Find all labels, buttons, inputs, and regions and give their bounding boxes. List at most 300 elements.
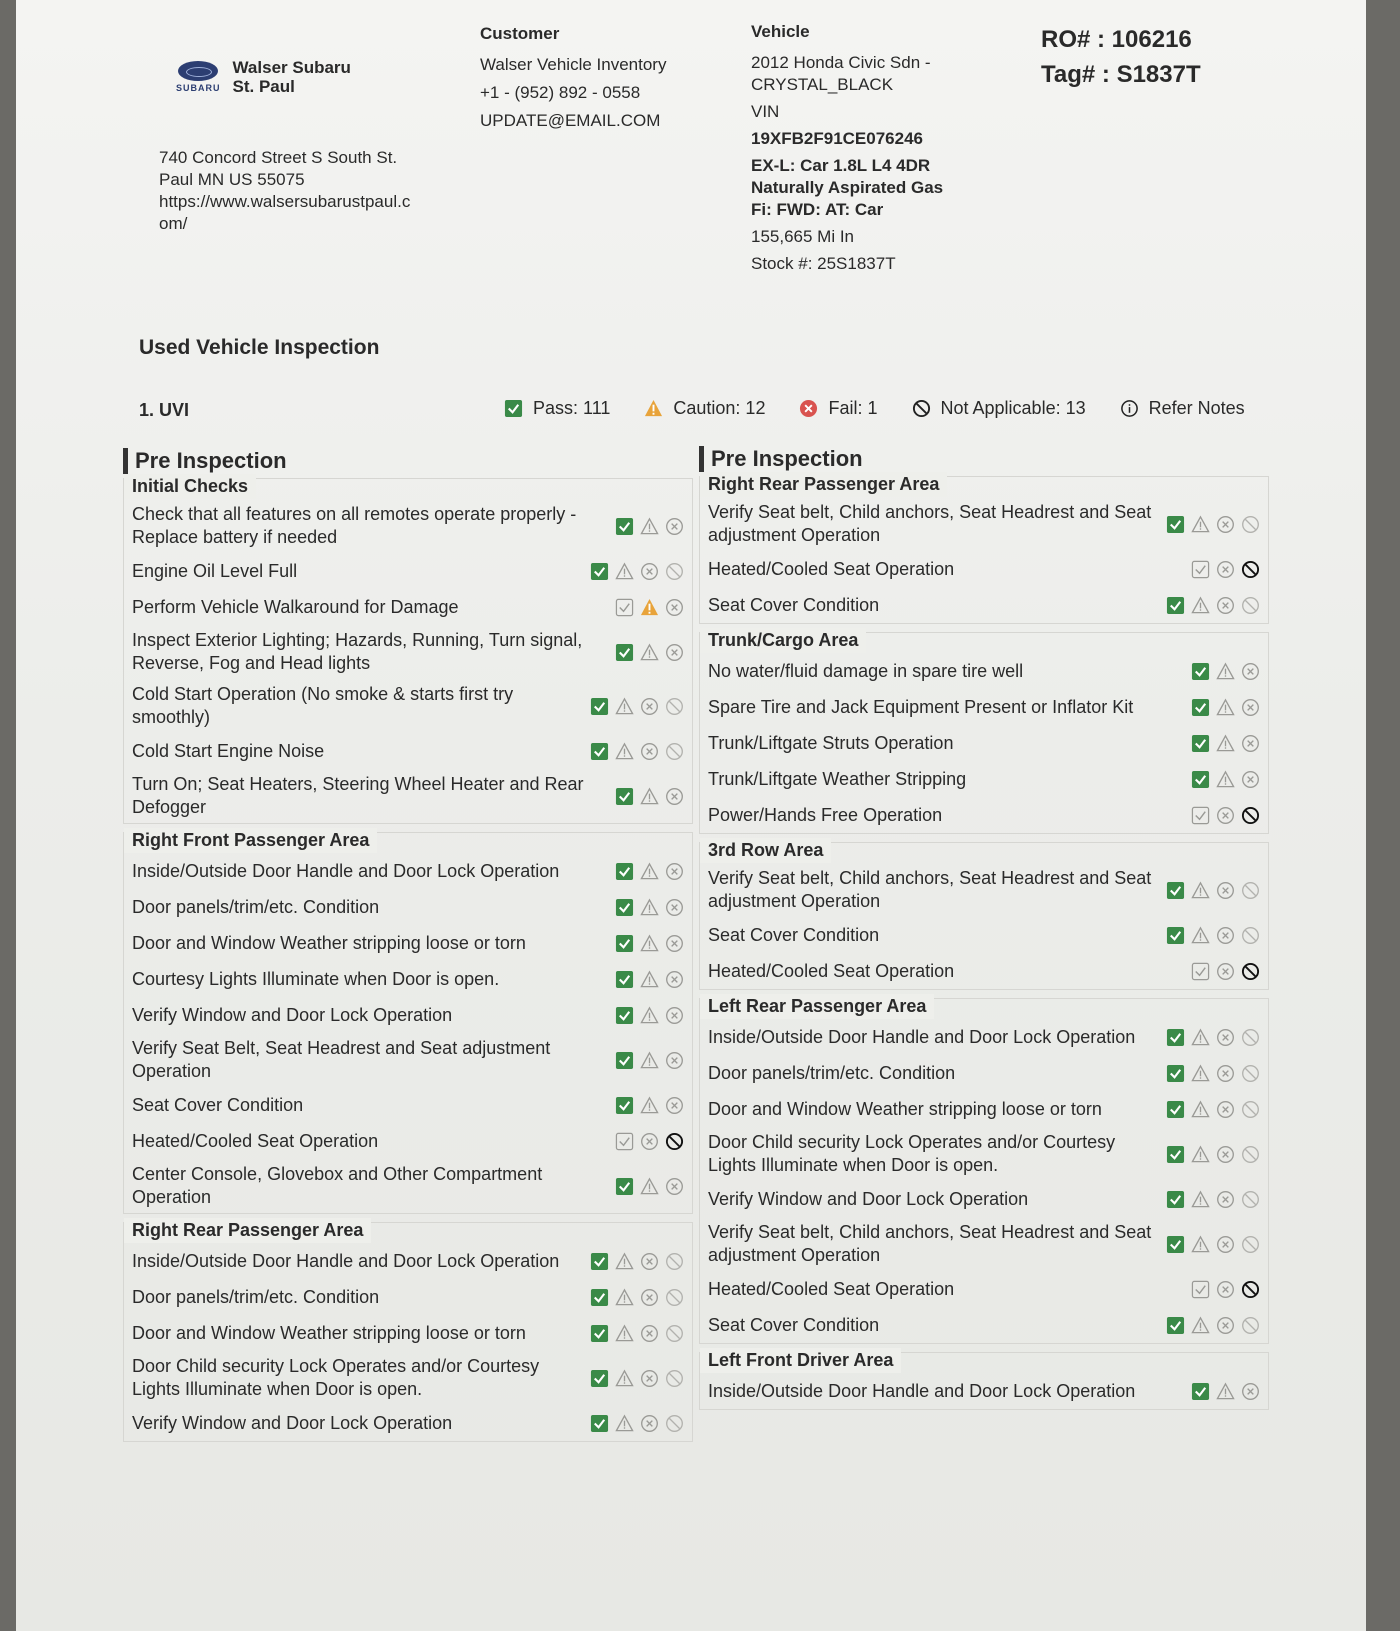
caution-triangle-icon[interactable] bbox=[640, 970, 659, 989]
not-applicable-icon[interactable] bbox=[1241, 806, 1260, 825]
pass-check-icon[interactable] bbox=[615, 598, 634, 617]
caution-triangle-icon[interactable] bbox=[640, 1051, 659, 1070]
pass-check-icon[interactable] bbox=[1166, 596, 1185, 615]
not-applicable-icon[interactable] bbox=[1241, 1190, 1260, 1209]
status-icons bbox=[1166, 596, 1260, 615]
pass-check-icon[interactable] bbox=[1191, 734, 1210, 753]
fail-x-icon[interactable] bbox=[640, 1252, 659, 1271]
pass-check-icon[interactable] bbox=[590, 1324, 609, 1343]
info-icon bbox=[1120, 399, 1139, 418]
status-icons bbox=[615, 862, 684, 881]
checklist-row bbox=[124, 733, 692, 769]
status-icons bbox=[615, 934, 684, 953]
fail-x-icon[interactable] bbox=[640, 1288, 659, 1307]
fail-x-icon[interactable] bbox=[640, 1132, 659, 1151]
pass-check-icon[interactable] bbox=[615, 517, 634, 536]
checklist-row bbox=[700, 953, 1268, 989]
status-icons bbox=[615, 787, 684, 806]
pass-check-icon[interactable] bbox=[1166, 881, 1185, 900]
status-icons bbox=[1191, 560, 1260, 579]
vin: 19XFB2F91CE076246 bbox=[751, 129, 924, 148]
inspection-section bbox=[123, 832, 693, 1214]
not-applicable-icon[interactable] bbox=[665, 1324, 684, 1343]
checklist-row bbox=[700, 1217, 1268, 1271]
checklist-item-label: Seat Cover Condition bbox=[708, 924, 880, 945]
fail-x-icon[interactable] bbox=[665, 1051, 684, 1070]
pass-check-icon[interactable] bbox=[1191, 770, 1210, 789]
caution-triangle-icon[interactable] bbox=[640, 898, 659, 917]
not-applicable-icon[interactable] bbox=[1241, 1235, 1260, 1254]
fail-x-icon[interactable] bbox=[1216, 1064, 1235, 1083]
status-icons bbox=[615, 517, 684, 536]
caution-triangle-icon[interactable] bbox=[1191, 881, 1210, 900]
checklist-item-label: Inspect Exterior Lighting; Hazards, Running, Turn signal, Reverse, Fog and Head lights bbox=[132, 630, 583, 673]
summary-pass: Pass: 111 bbox=[504, 398, 610, 419]
mileage: 155,665 Mi In bbox=[751, 227, 855, 246]
checklist-item-label: Verify Window and Door Lock Operation bbox=[132, 1004, 453, 1025]
fail-x-icon[interactable] bbox=[640, 742, 659, 761]
inspection-section bbox=[699, 632, 1269, 834]
fail-x-icon bbox=[799, 399, 818, 418]
status-icons bbox=[615, 1132, 684, 1151]
checklist-item-label: Seat Cover Condition bbox=[708, 1314, 880, 1335]
subaru-logo-icon: SUBARU bbox=[176, 61, 221, 93]
section-title: Trunk/Cargo Area bbox=[700, 628, 866, 653]
dealer-website: https://www.walsersubarustpaul.c bbox=[159, 192, 411, 211]
status-icons bbox=[615, 598, 684, 617]
caution-triangle-icon[interactable] bbox=[1191, 1100, 1210, 1119]
fail-x-icon[interactable] bbox=[1241, 662, 1260, 681]
status-icons bbox=[1166, 1028, 1260, 1047]
status-icons bbox=[615, 1006, 684, 1025]
section-title: Left Front Driver Area bbox=[700, 1348, 901, 1373]
checklist-item-label: Door and Window Weather stripping loose or torn bbox=[132, 1322, 526, 1343]
summary-na: Not Applicable: 13 bbox=[912, 398, 1086, 419]
checklist-row bbox=[700, 1181, 1268, 1217]
caution-triangle-icon[interactable] bbox=[615, 742, 634, 761]
checklist-row bbox=[124, 1351, 692, 1405]
section-title: Initial Checks bbox=[124, 474, 256, 499]
checklist-row bbox=[700, 1091, 1268, 1127]
checklist-row bbox=[124, 769, 692, 823]
not-applicable-icon[interactable] bbox=[1241, 560, 1260, 579]
status-icons bbox=[615, 1177, 684, 1196]
summary-caution: Caution: 12 bbox=[644, 398, 765, 419]
customer-email: UPDATE@EMAIL.COM bbox=[480, 111, 661, 130]
status-icons bbox=[590, 1288, 684, 1307]
status-icons bbox=[1166, 1064, 1260, 1083]
ro-number: RO# : 106216 bbox=[1041, 26, 1192, 53]
not-applicable-icon[interactable] bbox=[1241, 1100, 1260, 1119]
inspection-section bbox=[699, 998, 1269, 1344]
status-icons bbox=[1191, 662, 1260, 681]
checklist-item-label: Power/Hands Free Operation bbox=[708, 804, 943, 825]
checklist-row bbox=[124, 853, 692, 889]
pass-check-icon[interactable] bbox=[1191, 698, 1210, 717]
checklist-row bbox=[124, 1087, 692, 1123]
checklist-row bbox=[124, 589, 692, 625]
checklist-item-label: Heated/Cooled Seat Operation bbox=[708, 960, 955, 981]
not-applicable-icon[interactable] bbox=[1241, 881, 1260, 900]
pass-check-icon[interactable] bbox=[1191, 662, 1210, 681]
checklist-row bbox=[700, 797, 1268, 833]
not-applicable-icon[interactable] bbox=[665, 1414, 684, 1433]
pass-check-icon[interactable] bbox=[615, 934, 634, 953]
inspection-section bbox=[123, 1222, 693, 1442]
fail-x-icon[interactable] bbox=[665, 1096, 684, 1115]
caution-triangle-icon[interactable] bbox=[1216, 770, 1235, 789]
fail-x-icon[interactable] bbox=[1241, 734, 1260, 753]
status-icons bbox=[615, 970, 684, 989]
customer-label: Customer bbox=[480, 24, 560, 43]
fail-x-icon[interactable] bbox=[1216, 962, 1235, 981]
inspection-section bbox=[699, 842, 1269, 990]
caution-triangle-icon[interactable] bbox=[640, 1177, 659, 1196]
pass-check-icon[interactable] bbox=[1166, 1145, 1185, 1164]
checklist-row bbox=[124, 961, 692, 997]
pass-check-icon[interactable] bbox=[1166, 1100, 1185, 1119]
fail-x-icon[interactable] bbox=[665, 643, 684, 662]
pass-check-icon[interactable] bbox=[590, 742, 609, 761]
dealer-name-line2: St. Paul bbox=[232, 77, 295, 96]
pass-check-icon[interactable] bbox=[590, 562, 609, 581]
caution-triangle-icon[interactable] bbox=[615, 1288, 634, 1307]
fail-x-icon[interactable] bbox=[640, 1369, 659, 1388]
fail-x-icon[interactable] bbox=[640, 1324, 659, 1343]
pass-check-icon[interactable] bbox=[615, 898, 634, 917]
section-title: Right Rear Passenger Area bbox=[700, 472, 947, 497]
status-icons bbox=[590, 562, 684, 581]
pass-check-icon[interactable] bbox=[1191, 1382, 1210, 1401]
checklist-row bbox=[700, 917, 1268, 953]
checklist-item-label: Verify Window and Door Lock Operation bbox=[708, 1188, 1029, 1209]
pass-check-icon[interactable] bbox=[615, 1177, 634, 1196]
pass-check-icon[interactable] bbox=[615, 862, 634, 881]
pass-check-icon[interactable] bbox=[615, 1132, 634, 1151]
checklist-row bbox=[124, 1315, 692, 1351]
checklist-row bbox=[700, 1127, 1268, 1181]
caution-triangle-icon[interactable] bbox=[1191, 1190, 1210, 1209]
checklist-item-label: Door panels/trim/etc. Condition bbox=[132, 1286, 380, 1307]
caution-triangle-icon[interactable] bbox=[1191, 926, 1210, 945]
checklist-row bbox=[124, 925, 692, 961]
fail-x-icon[interactable] bbox=[1241, 698, 1260, 717]
inspection-section bbox=[123, 478, 693, 824]
not-applicable-icon[interactable] bbox=[665, 1288, 684, 1307]
not-applicable-icon[interactable] bbox=[1241, 1280, 1260, 1299]
fail-x-icon[interactable] bbox=[1216, 926, 1235, 945]
right-column bbox=[699, 446, 1269, 1418]
not-applicable-icon[interactable] bbox=[665, 697, 684, 716]
checklist-row bbox=[700, 863, 1268, 917]
pass-check-icon[interactable] bbox=[615, 787, 634, 806]
fail-x-icon[interactable] bbox=[1216, 881, 1235, 900]
checklist-item-label: Courtesy Lights Illuminate when Door is open. bbox=[132, 968, 500, 989]
caution-triangle-icon[interactable] bbox=[615, 1369, 634, 1388]
checklist-row bbox=[700, 497, 1268, 551]
caution-triangle-icon[interactable] bbox=[640, 934, 659, 953]
caution-triangle-icon bbox=[644, 399, 663, 418]
not-applicable-icon[interactable] bbox=[1241, 1145, 1260, 1164]
fail-x-icon[interactable] bbox=[1241, 1382, 1260, 1401]
caution-triangle-icon[interactable] bbox=[1191, 1316, 1210, 1335]
caution-triangle-icon[interactable] bbox=[1191, 515, 1210, 534]
fail-x-icon[interactable] bbox=[665, 598, 684, 617]
status-icons bbox=[1166, 1190, 1260, 1209]
status-icons bbox=[1166, 1316, 1260, 1335]
not-applicable-icon[interactable] bbox=[665, 562, 684, 581]
fail-x-icon[interactable] bbox=[1216, 806, 1235, 825]
status-icons bbox=[615, 1096, 684, 1115]
checklist-row bbox=[124, 1279, 692, 1315]
status-icons bbox=[1191, 806, 1260, 825]
checklist-item-label: Inside/Outside Door Handle and Door Lock Operation bbox=[132, 860, 560, 881]
fail-x-icon[interactable] bbox=[1216, 1280, 1235, 1299]
summary-fail: Fail: 1 bbox=[799, 398, 877, 419]
status-icons bbox=[590, 1369, 684, 1388]
caution-triangle-icon[interactable] bbox=[640, 862, 659, 881]
checklist-item-label: Perform Vehicle Walkaround for Damage bbox=[132, 596, 459, 617]
not-applicable-icon[interactable] bbox=[665, 1132, 684, 1151]
caution-triangle-icon[interactable] bbox=[615, 1252, 634, 1271]
status-icons bbox=[615, 643, 684, 662]
checklist-item-label: Check that all features on all remotes operate properly - Replace battery if needed bbox=[132, 504, 577, 547]
pass-check-icon[interactable] bbox=[615, 1051, 634, 1070]
checklist-item-label: Center Console, Glovebox and Other Compartment Operation bbox=[132, 1164, 543, 1207]
caution-triangle-icon[interactable] bbox=[615, 1324, 634, 1343]
caution-triangle-icon[interactable] bbox=[615, 697, 634, 716]
pass-check-icon[interactable] bbox=[1166, 1028, 1185, 1047]
checklist-row bbox=[700, 1271, 1268, 1307]
checklist-row bbox=[124, 997, 692, 1033]
checklist-item-label: Spare Tire and Jack Equipment Present or Inflator Kit bbox=[708, 696, 1134, 717]
checklist-row bbox=[700, 1373, 1268, 1409]
caution-triangle-icon[interactable] bbox=[615, 562, 634, 581]
pass-check-icon[interactable] bbox=[615, 643, 634, 662]
checklist-item-label: Trunk/Liftgate Struts Operation bbox=[708, 732, 954, 753]
section-title: Right Front Passenger Area bbox=[124, 828, 377, 853]
fail-x-icon[interactable] bbox=[1216, 560, 1235, 579]
checklist-row bbox=[124, 889, 692, 925]
pass-check-icon[interactable] bbox=[615, 1096, 634, 1115]
status-icons bbox=[1166, 1235, 1260, 1254]
customer-block bbox=[480, 24, 666, 132]
checklist-item-label: Verify Window and Door Lock Operation bbox=[132, 1412, 453, 1433]
checklist-item-label: Verify Seat Belt, Seat Headrest and Seat adjustment Operation bbox=[132, 1038, 551, 1081]
checklist-item-label: Heated/Cooled Seat Operation bbox=[708, 558, 955, 579]
pass-check-icon[interactable] bbox=[1191, 560, 1210, 579]
left-column bbox=[123, 448, 693, 1450]
fail-x-icon[interactable] bbox=[1216, 1235, 1235, 1254]
summary-bar bbox=[504, 398, 1279, 419]
fail-x-icon[interactable] bbox=[665, 1177, 684, 1196]
checklist-row bbox=[700, 587, 1268, 623]
fail-x-icon[interactable] bbox=[665, 1006, 684, 1025]
checklist-item-label: Engine Oil Level Full bbox=[132, 560, 298, 581]
caution-triangle-icon[interactable] bbox=[1191, 1064, 1210, 1083]
caution-triangle-icon[interactable] bbox=[1216, 734, 1235, 753]
pass-check-icon[interactable] bbox=[1166, 1316, 1185, 1335]
caution-triangle-icon[interactable] bbox=[640, 598, 659, 617]
fail-x-icon[interactable] bbox=[1216, 515, 1235, 534]
caution-triangle-icon[interactable] bbox=[615, 1414, 634, 1433]
checklist-row bbox=[700, 725, 1268, 761]
pass-check-icon[interactable] bbox=[615, 1006, 634, 1025]
inspection-section bbox=[699, 1352, 1269, 1410]
checklist-row bbox=[124, 1405, 692, 1441]
fail-x-icon[interactable] bbox=[665, 787, 684, 806]
checklist-row bbox=[124, 679, 692, 733]
checklist-item-label: Verify Seat belt, Child anchors, Seat Headrest and Seat adjustment Operation bbox=[708, 1222, 1152, 1265]
not-applicable-icon[interactable] bbox=[665, 1369, 684, 1388]
fail-x-icon[interactable] bbox=[665, 970, 684, 989]
pass-check-icon[interactable] bbox=[590, 1369, 609, 1388]
checklist-row bbox=[124, 1159, 692, 1213]
pass-check-icon[interactable] bbox=[1166, 515, 1185, 534]
checklist-row bbox=[700, 1307, 1268, 1343]
checklist-row bbox=[700, 1055, 1268, 1091]
not-applicable-icon[interactable] bbox=[1241, 1064, 1260, 1083]
fail-x-icon[interactable] bbox=[640, 697, 659, 716]
caution-triangle-icon[interactable] bbox=[640, 1006, 659, 1025]
dealer-name-line1: Walser Subaru bbox=[232, 58, 351, 77]
status-icons bbox=[590, 742, 684, 761]
status-icons bbox=[1166, 926, 1260, 945]
checklist-item-label: Door panels/trim/etc. Condition bbox=[708, 1062, 956, 1083]
fail-x-icon[interactable] bbox=[1216, 1100, 1235, 1119]
customer-phone: +1 - (952) 892 - 0558 bbox=[480, 83, 641, 102]
checklist-item-label: Inside/Outside Door Handle and Door Lock Operation bbox=[132, 1250, 560, 1271]
status-icons bbox=[1166, 1145, 1260, 1164]
vehicle-label: Vehicle bbox=[751, 22, 810, 41]
checklist-item-label: Heated/Cooled Seat Operation bbox=[132, 1130, 379, 1151]
status-icons bbox=[590, 1324, 684, 1343]
right-column-heading: Pre Inspection bbox=[699, 446, 1269, 472]
fail-x-icon[interactable] bbox=[1216, 1190, 1235, 1209]
fail-x-icon[interactable] bbox=[1216, 596, 1235, 615]
checklist-item-label: Turn On; Seat Heaters, Steering Wheel Heater and Rear Defogger bbox=[132, 774, 584, 817]
caution-triangle-icon[interactable] bbox=[640, 1096, 659, 1115]
pass-check-icon[interactable] bbox=[590, 1288, 609, 1307]
checklist-row bbox=[124, 1243, 692, 1279]
pass-check-icon[interactable] bbox=[590, 1414, 609, 1433]
fail-x-icon[interactable] bbox=[665, 517, 684, 536]
caution-triangle-icon[interactable] bbox=[1191, 1028, 1210, 1047]
caution-triangle-icon[interactable] bbox=[1191, 1145, 1210, 1164]
not-applicable-icon[interactable] bbox=[665, 1252, 684, 1271]
pass-check-icon[interactable] bbox=[590, 697, 609, 716]
checklist-item-label: Seat Cover Condition bbox=[132, 1094, 304, 1115]
status-icons bbox=[590, 1414, 684, 1433]
caution-triangle-icon[interactable] bbox=[1216, 662, 1235, 681]
fail-x-icon[interactable] bbox=[665, 934, 684, 953]
not-applicable-icon[interactable] bbox=[665, 742, 684, 761]
checklist-row bbox=[700, 551, 1268, 587]
checklist-item-label: Verify Seat belt, Child anchors, Seat Headrest and Seat adjustment Operation bbox=[708, 868, 1152, 911]
not-applicable-icon[interactable] bbox=[1241, 1028, 1260, 1047]
customer-name: Walser Vehicle Inventory bbox=[480, 55, 667, 74]
not-applicable-icon[interactable] bbox=[1241, 515, 1260, 534]
checklist-item-label: Seat Cover Condition bbox=[708, 594, 880, 615]
pass-check-icon[interactable] bbox=[590, 1252, 609, 1271]
checklist-item-label: Heated/Cooled Seat Operation bbox=[708, 1278, 955, 1299]
pass-check-icon[interactable] bbox=[1166, 1190, 1185, 1209]
not-applicable-icon[interactable] bbox=[1241, 962, 1260, 981]
pass-check-icon[interactable] bbox=[1191, 962, 1210, 981]
status-icons bbox=[1191, 770, 1260, 789]
status-icons bbox=[1191, 1280, 1260, 1299]
fail-x-icon[interactable] bbox=[665, 898, 684, 917]
caution-triangle-icon[interactable] bbox=[640, 643, 659, 662]
checklist-row bbox=[124, 1123, 692, 1159]
checklist-row bbox=[124, 625, 692, 679]
pass-check-icon bbox=[504, 399, 523, 418]
pass-check-icon[interactable] bbox=[1166, 1064, 1185, 1083]
checklist-item-label: Cold Start Operation (No smoke & starts first try smoothly) bbox=[132, 684, 514, 727]
fail-x-icon[interactable] bbox=[1241, 770, 1260, 789]
status-icons bbox=[615, 1051, 684, 1070]
fail-x-icon[interactable] bbox=[1216, 1028, 1235, 1047]
status-icons bbox=[1191, 1382, 1260, 1401]
not-applicable-icon[interactable] bbox=[1241, 1316, 1260, 1335]
checklist-row bbox=[700, 1019, 1268, 1055]
checklist-row bbox=[124, 499, 692, 553]
fail-x-icon[interactable] bbox=[1216, 1145, 1235, 1164]
status-icons bbox=[1191, 734, 1260, 753]
status-icons bbox=[590, 697, 684, 716]
caution-triangle-icon[interactable] bbox=[640, 517, 659, 536]
page-title: Used Vehicle Inspection bbox=[139, 336, 380, 359]
status-icons bbox=[1166, 1100, 1260, 1119]
fail-x-icon[interactable] bbox=[640, 562, 659, 581]
fail-x-icon[interactable] bbox=[1216, 1316, 1235, 1335]
pass-check-icon[interactable] bbox=[1191, 806, 1210, 825]
checklist-item-label: Door and Window Weather stripping loose or torn bbox=[708, 1098, 1102, 1119]
caution-triangle-icon[interactable] bbox=[640, 787, 659, 806]
section-title: Right Rear Passenger Area bbox=[124, 1218, 371, 1243]
status-icons bbox=[615, 898, 684, 917]
checklist-item-label: Door panels/trim/etc. Condition bbox=[132, 896, 380, 917]
inspection-section bbox=[699, 476, 1269, 624]
pass-check-icon[interactable] bbox=[1191, 1280, 1210, 1299]
checklist-row bbox=[124, 1033, 692, 1087]
section-title: 3rd Row Area bbox=[700, 838, 831, 863]
fail-x-icon[interactable] bbox=[640, 1414, 659, 1433]
inspection-paper bbox=[16, 0, 1366, 1631]
vehicle-block: Vehicle 2012 Honda Civic Sdn - CRYSTAL_BLACK VIN 19XFB2F91CE076246 EX-L: Car 1.8L L4 4DR Naturally Aspirated Gas Fi: FWD: AT: Car 155,665 Mi In Stock #: 25S1837T bbox=[751, 22, 1011, 275]
order-block bbox=[1041, 22, 1201, 92]
caution-triangle-icon[interactable] bbox=[1216, 698, 1235, 717]
pass-check-icon[interactable] bbox=[1166, 1235, 1185, 1254]
fail-x-icon[interactable] bbox=[665, 862, 684, 881]
checklist-row bbox=[124, 553, 692, 589]
checklist-item-label: Verify Seat belt, Child anchors, Seat Headrest and Seat adjustment Operation bbox=[708, 502, 1152, 545]
status-icons bbox=[1191, 698, 1260, 717]
caution-triangle-icon[interactable] bbox=[1191, 1235, 1210, 1254]
status-icons bbox=[1191, 962, 1260, 981]
tag-number: Tag# : S1837T bbox=[1041, 61, 1201, 88]
checklist-item-label: Cold Start Engine Noise bbox=[132, 740, 325, 761]
caution-triangle-icon[interactable] bbox=[1191, 596, 1210, 615]
pass-check-icon[interactable] bbox=[1166, 926, 1185, 945]
checklist-item-label: Inside/Outside Door Handle and Door Lock Operation bbox=[708, 1380, 1136, 1401]
pass-check-icon[interactable] bbox=[615, 970, 634, 989]
caution-triangle-icon[interactable] bbox=[1216, 1382, 1235, 1401]
not-applicable-icon bbox=[912, 399, 931, 418]
status-icons bbox=[1166, 881, 1260, 900]
not-applicable-icon[interactable] bbox=[1241, 926, 1260, 945]
not-applicable-icon[interactable] bbox=[1241, 596, 1260, 615]
